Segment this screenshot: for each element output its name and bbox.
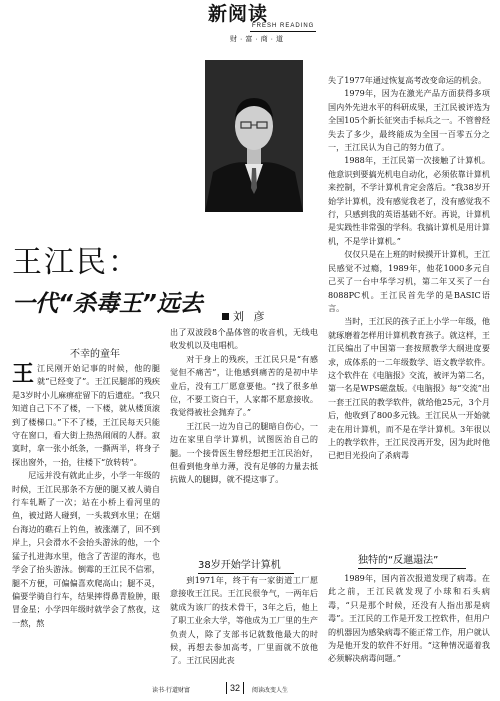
column-2-continued bbox=[170, 574, 318, 668]
column-3 bbox=[328, 74, 490, 463]
masthead-title: 新阅读 bbox=[208, 3, 269, 25]
column-1 bbox=[12, 362, 160, 630]
paragraph: 王江民一边为自己的腿暗自伤心，一边在家里自学计算机，试图医治自己的腿。一个接骨医生曾经想把王江民治好，但看到他身单力薄，没有足够的力量去抵抗做人的腿脚，就不提这事了。 bbox=[170, 420, 318, 485]
masthead-subtitle: 财·富·商·道 bbox=[230, 36, 286, 43]
page-number: 32 bbox=[226, 682, 244, 694]
page-footer bbox=[152, 682, 352, 696]
dropcap: 王 bbox=[12, 361, 35, 387]
paragraph: 仅仅只是在上班的时候摸开计算机，王江民感觉不过瘾，1989年，他花1000多元自己买了一台中华学习机，第二年又买了一台8088PC机。王江民首先学的是BASIC语言。 bbox=[328, 249, 490, 313]
byline bbox=[222, 308, 268, 324]
paragraph: 1979年，因为在激光产品方面获得多项国内外先进水平的科研成果，王江民被评选为全国105个新长征突击手标兵之一。不管曾经失去了多少，最终能成为全国一百零五分之一，王江民认为自己的努力值了。 bbox=[328, 88, 490, 153]
paragraph: 1988年，王江民第一次接触了计算机。他意识到要搞光机电自动化，必须依靠计算机来控制，不学计算机肯定会落后。“我38岁开始学计算机，没有感觉我老了，没有感觉我不行，只感到我的英语基础不好。再说，计算机是实践性非常强的学科。我搞计算机是用计算机，不是学计算机。” bbox=[328, 155, 490, 246]
paragraph: 对于身上的残疾，王江民只是“有感觉但不痛苦”，让他感到痛苦的是初中毕业后，没有工厂愿意要他。“找了很多单位，不要工资白干，人家都不愿意接收。我觉得被社会抛弃了。” bbox=[170, 353, 318, 418]
masthead bbox=[208, 4, 320, 48]
paragraph: 尼远并没有就此止步，小学一年级的时候，王江民那条不方便的腿又被人骑自行车轧断了一次；站在小桥上看河里的鱼，被过路人碰到，一头栽到水里；在烟台海边的礁石上钓鱼，被涨潮了，回不到岸上，只会滑水不会抬头游泳的他，一个猛子扎进海水里，他含了苦涩的海水，也学会了抬头游泳。倒霉的王江民不信邪，腿不方便，可偏偏喜欢爬高山；腿不灵，偏要学骑自行车，结果摔得鼻青脸肿，眼冒金星；小学四年级时就学会了熬夜，这一熬，熬 bbox=[12, 470, 160, 628]
paragraph: 失了1977年通过恢复高考改变命运的机会。 bbox=[328, 75, 487, 85]
portrait-photo bbox=[205, 60, 303, 212]
article-subtitle: 一代“杀毒王”远去 bbox=[12, 291, 203, 317]
masthead-english: FRESH READING bbox=[252, 23, 315, 29]
paragraph: 江民刚开始记事的时候，他的腿就“已经变了”。王江民腿部的残疾是3岁时小儿麻痹症留下的后遗症。“我只知道自己下不了楼，一下楼，就从楼顶滚到了楼梯口。”下不了楼，王江民每天只能守在窗口，看大街上热热闹闹的人群。寂寞时，拿一张小纸条，一撕两半，将身子探出窗外，一抬，往楼下“放转转”。 bbox=[12, 363, 160, 467]
author: 刘 彦 bbox=[233, 310, 268, 323]
section-heading: 不幸的童年 bbox=[70, 349, 120, 360]
article-title: 王江民： bbox=[12, 245, 140, 280]
section-heading: 独特的“反邋遢法” bbox=[358, 551, 466, 569]
masthead-rule bbox=[250, 31, 316, 32]
section-heading: 38岁开始学计算机 bbox=[198, 556, 294, 574]
portrait-illustration bbox=[205, 60, 303, 212]
paragraph: 出了双波段8个晶体管的收音机，无线电收发机以及电唱机。 bbox=[170, 327, 318, 351]
column-3-continued bbox=[328, 572, 490, 666]
paragraph: 到1971年，终于有一家街道工厂愿意接收王江民。王江民很争气，一两年后就成为该厂的技术骨干，3年之后，他上了职工业余大学，等他成为工厂里的生产负责人，除了支部书记就数他最大的时候，再想去参加高考，厂里面就不放他了。王江民因此丧 bbox=[170, 575, 318, 666]
byline-square-icon bbox=[222, 313, 229, 320]
column-2 bbox=[170, 326, 318, 487]
footer-right: 阅读改变人生 bbox=[252, 688, 289, 694]
paragraph: 当时，王江民的孩子正上小学一年级，他就琢磨着怎样用计算机教育孩子。就这样，王江民编出了中国第一套按照教学大纲进度要求，成体系的一二年级数学、语文教学软件。这个软件在《电脑报》交流，被评为第二名，第一名是WPS磁盘版。《电脑报》每“交流”出一套王江民的教学软件，就给他25元，3个月后，他收到了800多元钱。王江民从一开始就走在用计算机，而不是在学计算机。3年很以上的教学软件，王江民没再开发，因为此时他已把目光投向了杀病毒 bbox=[328, 316, 490, 461]
paragraph: 1989年，国内首次报道发现了病毒。在此之前，王江民就发现了小球和石头病毒，“只是那个时候，还没有人指出那是病毒”。王江民的工作是开发工控软件，但用户的机器因为感染病毒不能正常工作，用户就认为是他开发的软件不好用。“这种情况逼着我必须解决病毒问题。” bbox=[328, 573, 490, 664]
footer-left: 读书·行道财富 bbox=[152, 688, 190, 694]
